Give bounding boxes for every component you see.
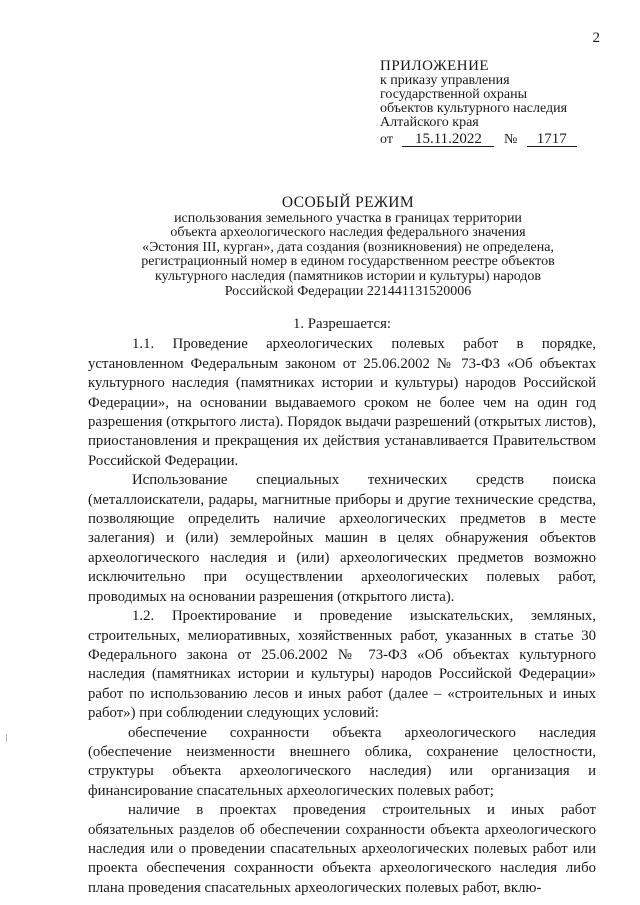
paragraph: обеспечение сохранности объекта археологического наследия (обеспечение неизменности внешнего облика, сохранение целостности, структуры объекта археологического наследия) или организация и финансирование спасательных археологических полевых работ;	[88, 724, 596, 799]
appendix-line: государственной охраны	[380, 87, 528, 102]
page-number: 2	[592, 30, 600, 46]
heading-line: культурного наследия (памятников истории и культуры) народов	[154, 268, 542, 284]
from-label: от	[380, 132, 393, 147]
heading-title: ОСОБЫЙ РЕЖИМ	[281, 194, 415, 211]
paragraph: наличие в проектах проведения строительных и иных работ обязательных разделов об обеспечении сохранности объекта археологического наследия или о проведении спасательных археологических полевых работ или проекта обеспечения сохранности объекта археологического наследия либо плана проведения спасательных археологических полевых работ, вклю-	[88, 802, 596, 896]
order-number: 1717	[527, 132, 577, 147]
order-date: 15.11.2022	[402, 132, 494, 147]
paragraph: Использование специальных технических средств поиска (металлоискатели, радары, магнитные приборы и другие технические средства, позволяющие определить наличие археологических предметов в месте залегания) и (или) землеройных машин в целях обнаружения объектов археологического наследия и (или) археологических предметов возможно исключительно при осуществлении археологических полевых работ, проводимых на основании разрешения (открытого листа).	[88, 472, 596, 605]
appendix-title: ПРИЛОЖЕНИЕ	[380, 58, 490, 74]
order-date-row	[380, 132, 620, 147]
document-heading	[60, 196, 636, 299]
heading-line: Российской Федерации 221441131520006	[224, 283, 472, 299]
heading-line: объекта археологического наследия федерального значения	[170, 225, 526, 241]
heading-line: «Эстония III, курган», дата создания (возникновения) не определена,	[142, 239, 554, 255]
appendix-line: Алтайского края	[380, 115, 479, 130]
appendix-line: к приказу управления	[380, 73, 510, 88]
section-title: 1. Разрешается:	[292, 316, 392, 332]
paragraph: 1.1. Проведение археологических полевых работ в порядке, установленном Федеральным законом от 25.06.2002 № 73-ФЗ «Об объектах культурного наследия (памятниках истории и культуры) народов Российской Федерации», на основании выдаваемого сроком не более чем на один год разрешения (открытого листа). Порядок выдачи разрешений (открытых листов), приостановления и прекращения их действия устанавливается Правительством Российской Федерации.	[88, 336, 596, 469]
document-body	[88, 315, 596, 898]
paragraph: 1.2. Проектирование и проведение изыскательских, земляных, строительных, мелиоративных, хозяйственных работ, указанных в статье 30 Федерального закона от 25.06.2002 № 73-ФЗ «Об объектах культурного наследия (памятниках истории и культуры) народов Российской Федерации» работ по использованию лесов и иных работ (далее – «строительных и иных работ») при соблюдении следующих условий:	[88, 608, 596, 722]
heading-line: использования земельного участка в границах территории	[174, 210, 522, 226]
appendix-block	[380, 58, 620, 147]
appendix-line: объектов культурного наследия	[380, 101, 568, 116]
number-sign: №	[503, 132, 518, 147]
heading-line: регистрационный номер в едином государственном реестре объектов	[141, 254, 555, 270]
scan-mark	[6, 734, 7, 742]
